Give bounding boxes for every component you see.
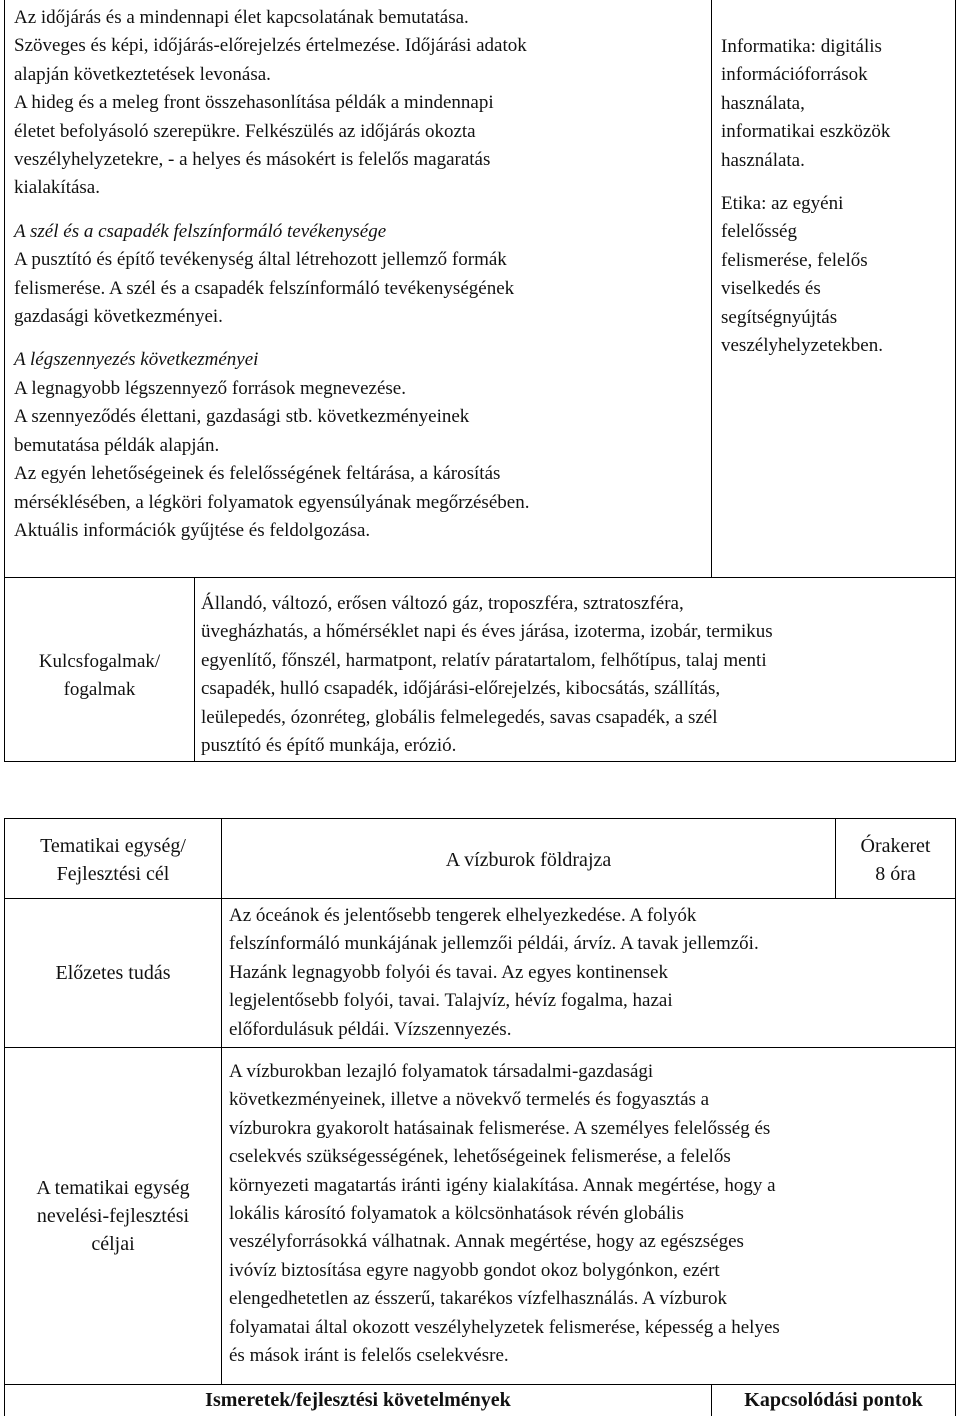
text-line: használata, [721,92,805,114]
text-line: veszélyforrásokká válhatnak. Annak megértése, hogy az egészséges [229,1231,744,1253]
hours-label: Órakeret [860,835,931,857]
text-line: veszélyhelyzetekben. [721,335,883,357]
text-line: környezeti magatartás iránti igény kialakítása. Annak megértése, hogy a [229,1174,776,1196]
text-line: cselekvés szükségességének, lehetőségeinek felismerése, a felelős [229,1146,731,1168]
text-line: Szöveges és képi, időjárás-előrejelzés értelmezése. Időjárási adatok [14,35,527,57]
label-line: Kulcsfogalmak/ [38,651,161,672]
text-line: Az időjárás és a mindennapi élet kapcsolatának bemutatása. [14,7,469,28]
t1-bottom-border [4,761,956,762]
text-line: A szennyeződés élettani, gazdasági stb. következményeinek [14,406,470,428]
text-line: üvegházhatás, a hőmérséklet napi és éves járása, izoterma, izobár, termikus [201,621,773,643]
text-line: egyenlítő, főnszél, harmatpont, relatív páratartalom, felhőtípus, talaj menti [201,649,767,671]
text-line: Etika: az egyéni [721,193,844,215]
text-line: bemutatása példák alapján. [14,434,220,456]
text-line: gazdasági következményei. [14,306,223,328]
connections-header: Kapcsolódási pontok [744,1389,923,1411]
goals-label [5,1174,221,1258]
section-heading-pollution: A légszennyezés következményei [14,349,259,371]
text-line: információforrások [721,64,868,86]
text-line: életet befolyásoló szerepükre. Felkészülés az időjárás okozta [14,120,476,142]
text-line: A hideg és a meleg front összehasonlítása példák a mindennapi [14,92,494,114]
text-line: használata. [721,149,805,171]
text-line: Az egyén lehetőségeinek és felelősségének feltárása, a károsítás [14,463,501,485]
label-line: fogalmak [63,679,136,701]
hours-cell [836,832,955,888]
text-line: felismerése. A szél és a csapadék felszínformáló tevékenységének [14,277,515,299]
text-line: kialakítása. [14,177,100,199]
text-line: ivóvíz biztosítása egyre nagyobb gondot okoz bolygónkon, ezért [229,1259,720,1281]
text-line: leülepedés, ózonréteg, globális felmelegedés, savas csapadék, a szél [201,706,718,728]
text-line: felelősség [721,221,797,243]
hours-value: 8 óra [875,863,916,885]
text-line: következményeinek, illetve a növekvő termelés és fogyasztás a [229,1089,710,1111]
section-heading-wind: A szél és a csapadék felszínformáló tevékenysége [14,220,387,242]
goals-text [229,1058,953,1370]
prior-knowledge-text [229,902,953,1044]
text-line: csapadék, hulló csapadék, időjárási-előrejelzés, kibocsátás, szállítás, [201,678,721,700]
text-line: informatikai eszközök [721,121,891,143]
text-line: Állandó, változó, erősen változó gáz, troposzféra, sztratoszféra, [201,593,684,614]
text-line: A legnagyobb légszennyező források megnevezése. [14,377,406,399]
content-cell [14,4,708,545]
text-line: pusztító és építő munkája, erózió. [201,735,457,757]
label-line: A tematikai egység [36,1177,190,1199]
text-line: Az óceánok és jelentősebb tengerek elhelyezkedése. A folyók [229,905,697,926]
text-line: felszínformáló munkájának jellemzői példái, árvíz. A tavak jellemzői. [229,933,759,955]
text-line: Aktuális információk gyűjtése és feldolgozása. [14,519,371,541]
unit-label [5,832,221,888]
t2-top-border [4,818,956,819]
key-concepts-text [201,590,953,760]
t2-row-divider-1 [4,898,956,899]
connections-cell [721,33,953,360]
text-line: Hazánk legnagyobb folyói és tavai. Az egyes kontinensek [229,961,668,983]
text-line: segítségnyújtás [721,306,838,328]
text-line: viselkedés és [721,278,821,300]
t1-row-divider [4,577,956,578]
t1-kulcs-divider [194,577,195,762]
t2-label-divider [221,818,222,1385]
t1-col-divider [711,0,712,577]
t1-right-border [955,0,956,762]
label-line: céljai [91,1233,135,1255]
text-line: veszélyhelyzetekre, - a helyes és másokért is felelős magaratás [14,149,491,171]
text-line: A pusztító és építő tevékenység által létrehozott jellemző formák [14,249,507,271]
prior-knowledge-label: Előzetes tudás [55,962,171,984]
key-concepts-label [5,648,194,705]
t2-left-border [4,818,5,1416]
label-line: Tematikai egység/ [40,835,186,857]
text-line: és mások iránt is felelős cselekvésre. [229,1345,509,1367]
t2-right-border [955,818,956,1416]
requirements-header: Ismeretek/fejlesztési követelmények [205,1389,511,1411]
text-line: mérséklésében, a légköri folyamatok egyensúlyának megőrzésében. [14,491,530,513]
t2-row-divider-3 [4,1384,956,1385]
text-line: legjelentősebb folyói, tavai. Talajvíz, hévíz fogalma, hazai [229,990,673,1012]
text-line: elengedhetetlen az ésszerű, takarékos vízfelhasználás. A vízburok [229,1288,728,1310]
text-line: folyamatai által okozott veszélyhelyzetek felismerése, képesség a helyes [229,1316,780,1338]
text-line: Informatika: digitális [721,36,882,57]
label-line: Fejlesztési cél [56,863,170,885]
label-line: nevelési-fejlesztési [36,1205,190,1227]
text-line: vízburokra gyakorolt hatásainak felismerése. A személyes felelősség és [229,1117,771,1139]
text-line: A vízburokban lezajló folyamatok társadalmi-gazdasági [229,1061,654,1082]
text-line: lokális károsító folyamatok a kölcsönhatások révén globális [229,1203,684,1225]
unit-title: A vízburok földrajza [445,849,612,871]
t2-row-divider-2 [4,1047,956,1048]
text-line: alapján következtetések levonása. [14,63,271,85]
text-line: előfordulásuk példái. Vízszennyezés. [229,1018,512,1040]
text-line: felismerése, felelős [721,249,868,271]
